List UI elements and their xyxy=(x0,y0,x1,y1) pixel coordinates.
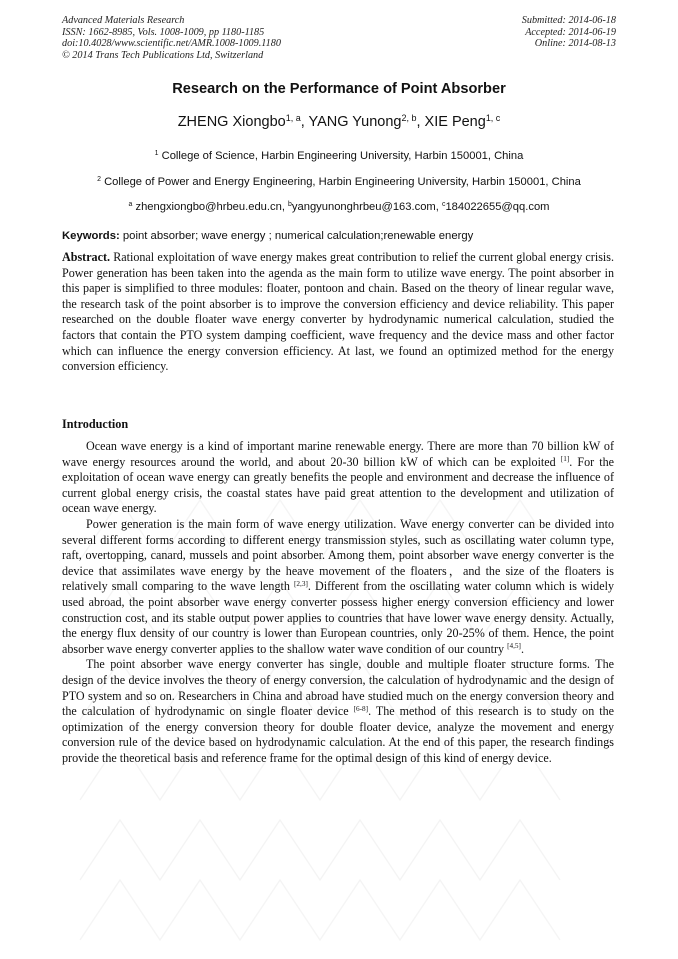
journal-info xyxy=(62,15,281,61)
affiliation-superscript: 1 xyxy=(154,150,159,158)
email-link[interactable]: zhengxiongbo@hrbeu.edu.cn, xyxy=(135,201,289,213)
accepted-date: Accepted: 2014-06-19 xyxy=(525,26,616,38)
abstract xyxy=(62,250,614,375)
intro-paragraph xyxy=(62,657,614,766)
citation-ref[interactable]: [1] xyxy=(560,455,570,464)
intro-paragraph xyxy=(62,439,614,517)
section-heading-introduction: Introduction xyxy=(62,417,129,431)
email-list xyxy=(20,201,658,213)
citation-ref[interactable]: [6-8] xyxy=(353,704,369,713)
introduction-body xyxy=(62,439,614,766)
affiliation-1 xyxy=(20,150,658,162)
abstract-label: Abstract. xyxy=(62,250,111,264)
journal-name: Advanced Materials Research xyxy=(62,15,185,26)
paragraph-text: . The method of this research is to study on the optimization of the energy conversion theory for double floater device, analyze the movement and energy conversion rule of the device based on hydrodynamic calculation. At the end of this paper, the research findings provide the theoretical basis and reference frame for the optimal design of this kind of energy device. xyxy=(62,704,614,765)
paper-title: Research on the Performance of Point Absorber xyxy=(172,81,506,97)
issn-line: ISSN: 1662-8985, Vols. 1008-1009, pp 1180-1185 xyxy=(62,26,265,38)
doi-line: doi:10.4028/www.scientific.net/AMR.1008-1009.1180 xyxy=(62,38,281,50)
paragraph-text: Ocean wave energy is a kind of important marine renewable energy. There are more than 70 billion kW of wave energy resources around the world, and about 20-30 billion kW of which can be exploited xyxy=(62,439,614,469)
citation-ref[interactable]: [4,5] xyxy=(507,642,521,651)
affiliation-text: College of Power and Energy Engineering, Harbin Engineering University, Harbin 150001, China xyxy=(104,176,581,188)
email-superscript: a xyxy=(128,201,133,209)
email-superscript: b xyxy=(288,201,292,209)
author-superscript: 1, c xyxy=(485,113,501,124)
author-name: XIE Peng xyxy=(424,114,486,130)
paragraph-text: . For the exploitation of ocean wave energy can greatly benefits the people and environment and decrease the influence of current global energy crisis, the coastal states have paid great attention to the development and utilization of ocean wave energy. xyxy=(62,454,614,516)
author-name: YANG Yunong xyxy=(308,114,402,130)
affiliation-text: College of Science, Harbin Engineering University, Harbin 150001, China xyxy=(161,150,524,162)
copyright-line: © 2014 Trans Tech Publications Ltd, Switzerland xyxy=(62,49,264,61)
author-name: ZHENG Xiongbo xyxy=(177,114,286,130)
affiliation-superscript: 2 xyxy=(97,176,101,184)
keywords-line xyxy=(62,230,618,242)
email-link[interactable]: yangyunonghrbeu@163.com, xyxy=(291,201,442,213)
author-separator: , xyxy=(416,114,425,130)
affiliation-2 xyxy=(20,176,658,188)
keywords-text: point absorber; wave energy ; numerical calculation;renewable energy xyxy=(119,230,474,242)
online-date: Online: 2014-08-13 xyxy=(534,38,616,50)
author-superscript: 2, b xyxy=(401,113,417,124)
intro-paragraph xyxy=(62,517,614,657)
submitted-date: Submitted: 2014-06-18 xyxy=(521,15,616,26)
email-superscript: c xyxy=(441,201,446,209)
dates-info xyxy=(522,15,616,50)
email-link[interactable]: 184022655@qq.com xyxy=(445,201,550,213)
author-list xyxy=(30,114,648,130)
paragraph-text: The point absorber wave energy converter has single, double and multiple floater structure forms. The design of the device involves the theory of energy conversion, the calculation of hydrodynamic and the design of PTO system and so on. Researchers in China and abroad have studied much on the energy conversion theory and the calculation of hydrodynamic on single floater device xyxy=(62,657,614,719)
abstract-text: Rational exploitation of wave energy makes great contribution to relief the current global energy crisis. Power generation has been taken into the agenda as the main form to utilize wave energy. The point absorber in this paper is simplified to three modules: floater, pontoon and chain. Based on the theory of linear regular wave, the research task of the point absorber is to improve the conversion efficiency and device reliability. This paper researched on the double floater wave energy converter by hydrodynamic numerical calculation, studied the factors that contain the PTO system damping coefficient, wave frequency and the device mass and other factor which can influence the energy conversion efficiency. At last, we found an optimized method for the energy conversion efficiency. xyxy=(62,250,614,374)
keywords-label: Keywords: xyxy=(62,230,120,242)
paragraph-text: . Different from the oscillating water column which is widely used abroad, the point absorber wave energy converter possess higher energy conversion efficiency and lower construction cost, and its stable output power applies to countries that have lower wave energy density. Actually, the energy flux density of our country is lower than European countries, only 20-25% of them. Hence, the point absorber wave energy converter applies to the shallow water wave condition of our country xyxy=(62,579,614,656)
paragraph-text: . xyxy=(520,641,525,656)
citation-ref[interactable]: [2,3] xyxy=(294,580,308,588)
author-superscript: 1, a xyxy=(285,113,301,124)
paragraph-text: Power generation is the main form of wave energy utilization. Wave energy converter can be divided into several different forms according to different energy transmission styles, such as oscillating water column type, raft, overtopping, canard, mussels and point absorber. Among them, point absorber wave energy converter is the device that assimilates wave energy by the heave movement of the floaters，and the size of the floaters is relatively small comparing to the wave length xyxy=(62,516,614,594)
author-separator: , xyxy=(300,114,309,130)
